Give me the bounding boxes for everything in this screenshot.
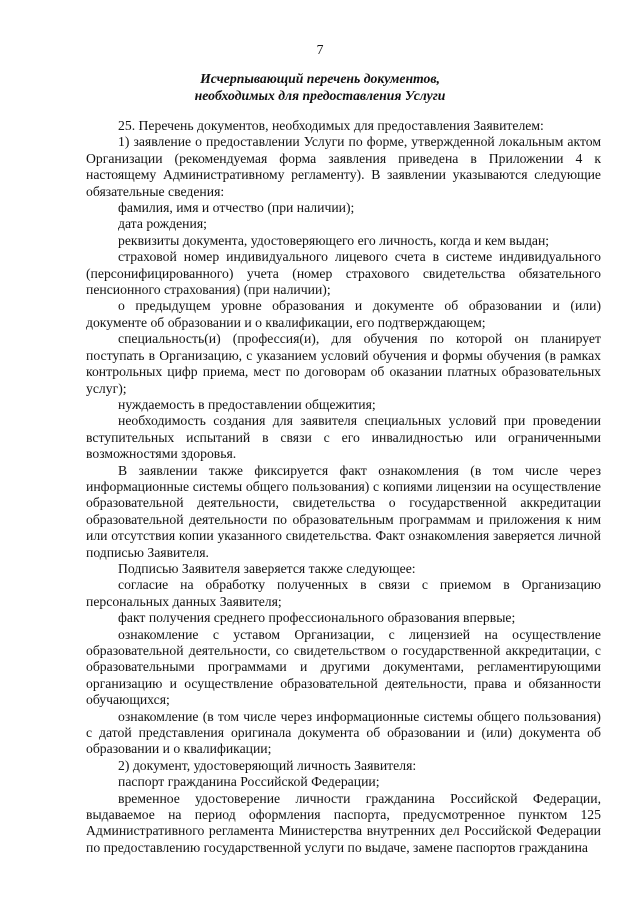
paragraph: факт получения среднего профессионального образования впервые; — [118, 610, 516, 626]
paragraph: реквизиты документа, удостоверяющего его личность, когда и кем выдан; — [118, 232, 550, 248]
paragraph: 2) документ, удостоверяющий личность Заявителя: — [118, 757, 417, 773]
paragraph: специальность(и) (профессия(и), для обучения по которой он планирует поступать в Организацию, с указанием условий обучения и формы обучения (в рамках контрольных цифр приема, мест по договорам об оказании платных образовательных услуг); — [86, 331, 601, 396]
paragraph: ознакомление (в том числе через информационные системы общего пользования) с датой представления оригинала документа об образовании и (или) документа об образовании и о квалификации; — [86, 708, 601, 757]
paragraph: временное удостоверение личности гражданина Российской Федерации, выдаваемое на период оформления паспорта, предусмотренное пунктом 125 Административного регламента Министерства внутренних дел Российской Федерации по предоставлению государственной услуги по выдаче, замене паспортов гражданина — [86, 790, 601, 855]
paragraph: о предыдущем уровне образования и документе об образовании и (или) документе об образовании и о квалификации, его подтверждающем; — [86, 298, 601, 330]
paragraph: фамилия, имя и отчество (при наличии); — [118, 200, 355, 216]
paragraph: ознакомление с уставом Организации, с лицензией на осуществление образовательной деятельности, со свидетельством о государственной аккредитации, с образовательными программами и другими документами, регламентирующими организацию и осуществление образовательной деятельности, права и обязанности обучающихся; — [86, 626, 601, 708]
paragraph: нуждаемость в предоставлении общежития; — [118, 396, 376, 412]
section-title-line: Исчерпывающий перечень документов, — [200, 71, 440, 86]
paragraph: страховой номер индивидуального лицевого счета в системе индивидуального (персонифицированного) учета (номер страхового свидетельства обязательного пенсионного страхования) (при наличии); — [86, 249, 601, 298]
paragraph: дата рождения; — [118, 216, 207, 232]
paragraph: паспорт гражданина Российской Федерации; — [118, 774, 380, 790]
paragraph: Подписью Заявителя заверяется также следующее: — [118, 560, 416, 576]
paragraph: В заявлении также фиксируется факт ознакомления (в том числе через информационные системы общего пользования) с копиями лицензии на осуществление образовательной деятельности, свидетельства о государственной аккредитации образовательной деятельности по образовательным программам и приложения к ним или отсутствия копии указанного свидетельства. Факт ознакомления заверяется личной подписью Заявителя. — [86, 462, 601, 560]
paragraph: 25. Перечень документов, необходимых для предоставления Заявителем: — [118, 118, 544, 133]
section-title — [0, 70, 640, 104]
paragraph: 1) заявление о предоставлении Услуги по форме, утвержденной локальным актом Организации (рекомендуемая форма заявления приведена в Приложении 4 к настоящему Административному регламенту). В заявлении указываются следующие обязательные сведения: — [86, 134, 601, 199]
page-number: 7 — [316, 42, 324, 57]
paragraph: необходимость создания для заявителя специальных условий при проведении вступительных испытаний в связи с его инвалидностью или ограниченными возможностями здоровья. — [86, 413, 601, 462]
document-body — [86, 118, 601, 856]
paragraph: согласие на обработку полученных в связи с приемом в Организацию персональных данных Заявителя; — [86, 577, 601, 609]
section-title-line: необходимых для предоставления Услуги — [194, 88, 446, 103]
